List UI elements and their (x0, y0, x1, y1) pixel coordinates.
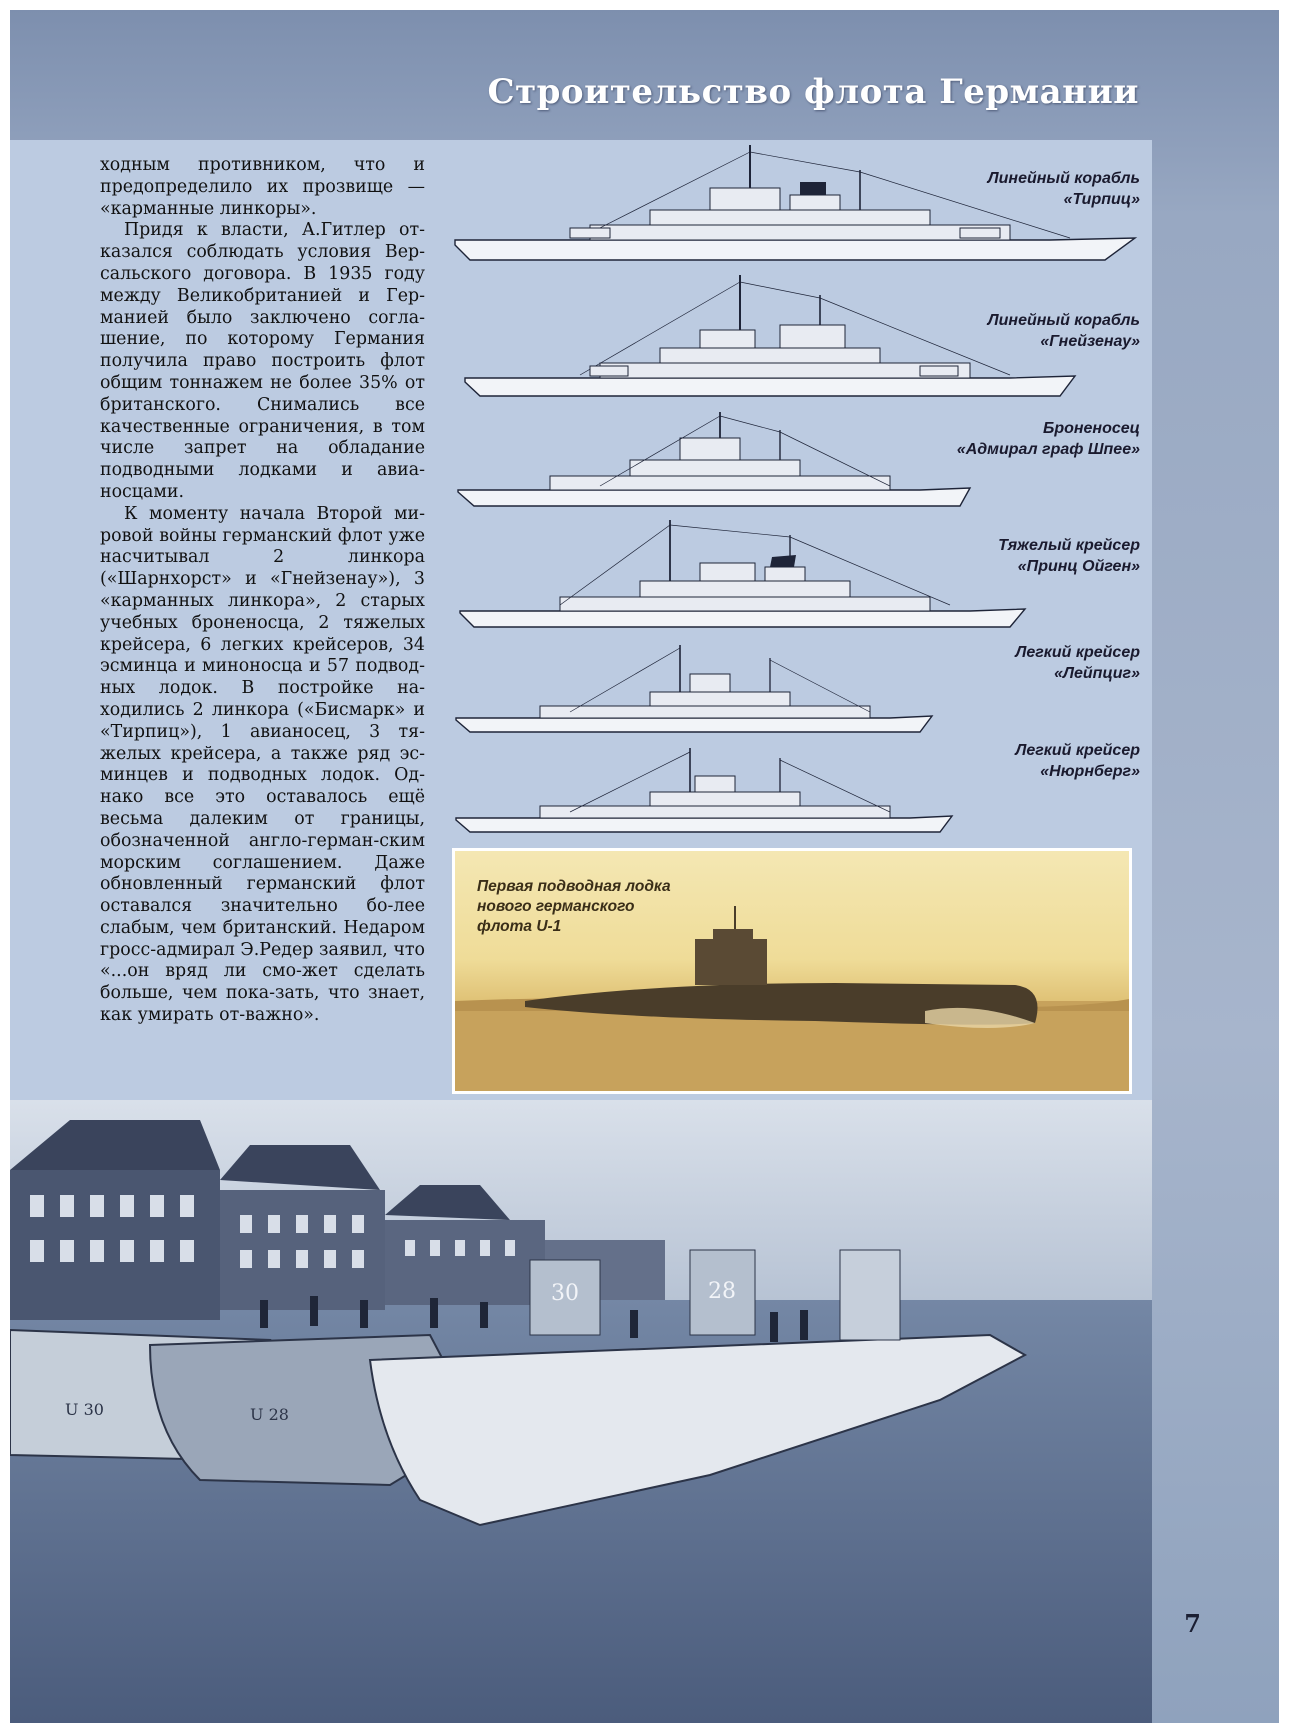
ship-prinz-eugen (450, 515, 1140, 635)
ship-graf-spee (450, 410, 1140, 515)
hull-marking-u30: U 30 (65, 1400, 104, 1419)
ship-leipzig (450, 640, 1140, 740)
hull-number-28: 28 (708, 1279, 736, 1304)
page-title: Строительство флота Германии (487, 72, 1139, 112)
article-body (100, 155, 425, 1027)
paragraph-3: К моменту начала Второй ми-ровой войны германский флот уже насчитывал 2 линкора («Шарнхорст» и «Гнейзенау»), 3 «карманных линкора», 2 старых учебных броненосца, 2 тяжелых крейсера, 6 легких крейсеров, 34 эсминца и миноносца и 57 подвод-ных лодок. В постройке на-ходились 2 линкора («Бисмарк» и «Тирпиц»), 1 авианосец, 3 тя-желых крейсера, а также ряд эс-минцев и подводных лодок. Од-нако все это оставалось ещё весьма далеким от границы, обозначенной англо-герман-ским морским соглашением. Даже обновленный германский флот оставался значительно бо-лее слабым, чем британский. Недаром гросс-адмирал Э.Редер заявил, что «...он вряд ли смо-жет сделать больше, чем пока-зать, что знает, как умирать от-важно». (100, 503, 425, 1026)
submarine-caption: Первая подводная лодка нового германского флота U-1 (477, 878, 671, 935)
paragraph-2: Придя к власти, А.Гитлер от-казался соблюдать условия Вер-сальского договора. В 1935 году между Великобританией и Гер-манией было заключено согла-шение, по которому Германия получила право построить флот общим тоннажем не более 35% от британского. Снимались все качественные ограничения, в том числе запрет на обладание подводными лодками и авиа-носцами. (100, 220, 425, 502)
ship-gneisenau (450, 270, 1140, 405)
ship-caption-leipzig: Легкий крейсер «Лейпциг» (1015, 644, 1140, 682)
ship-caption-nurnberg: Легкий крейсер «Нюрнберг» (1015, 742, 1140, 780)
ship-caption-prinz-eugen: Тяжелый крейсер «Принц Ойген» (998, 537, 1140, 575)
page-number: 7 (1184, 1609, 1201, 1638)
harbor-submarines-photo (10, 1100, 1152, 1723)
ship-tirpitz (450, 140, 1140, 275)
hull-number-30: 30 (551, 1281, 579, 1306)
ship-caption-gneisenau: Линейный корабль «Гнейзенау» (987, 312, 1140, 350)
paragraph-1: ходным противником, что и предопределило их прозвище — «карманные линкоры». (100, 155, 425, 219)
harbor-scene (10, 1100, 1152, 1723)
ship-nurnberg (450, 740, 1140, 840)
submarine-u1-photo (452, 848, 1132, 1094)
ship-caption-tirpitz: Линейный корабль «Тирпиц» (987, 170, 1140, 208)
ship-caption-graf-spee: Броненосец «Адмирал граф Шпее» (956, 420, 1140, 458)
hull-marking-u28: U 28 (250, 1405, 289, 1424)
